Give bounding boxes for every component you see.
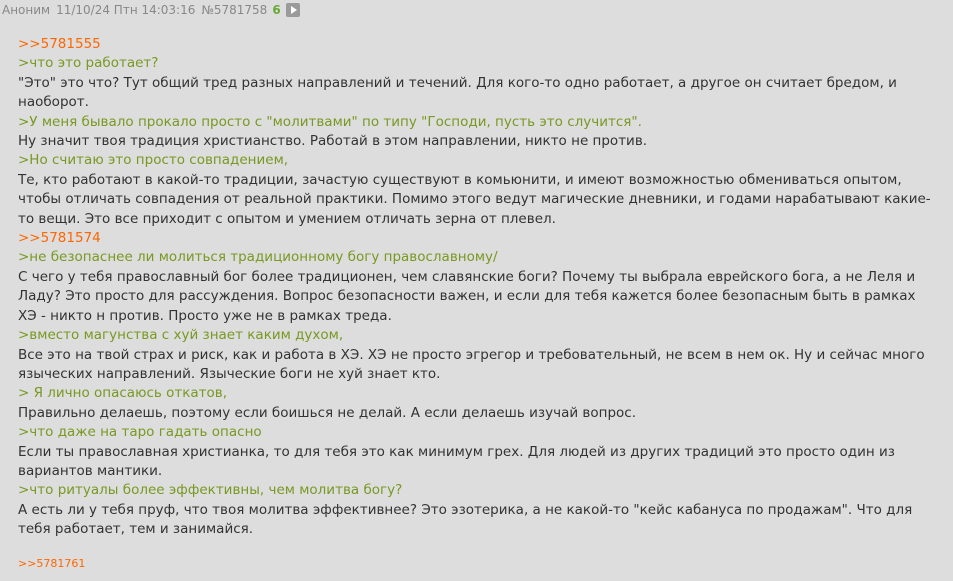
text-line: Все это на твой страх и риск, как и работа в ХЭ. ХЭ не просто эгрегор и требовательный, не всем в нем ок. Ну и сейчас много языческих направлений. Языческие боги не хуй знает кто. xyxy=(18,346,929,382)
quote-line: > Я лично опасаюсь откатов, xyxy=(18,385,228,402)
reply-link[interactable]: >>5781574 xyxy=(18,230,101,247)
text-line: Те, кто работают в какой-то традиции, зачастую существуют в комьюнити, и имеют возможностью обмениваться опытом, чтобы отличать совпадения от реальной практики. Помимо этого ведут магические дневники, и годами нарабатывают какие-то вещи. Это все приходит с опытом и умением отличать зерна от плевел. xyxy=(18,171,931,227)
quote-line: >не безопаснее ли молиться традиционному богу православному/ xyxy=(18,249,498,266)
post-number[interactable]: №5781758 xyxy=(201,3,268,17)
quote-line: >Но считаю это просто совпадением, xyxy=(18,152,289,169)
text-line: Ну значит твоя традиция христианство. Работай в этом направлении, никто не против. xyxy=(18,133,648,150)
text-line: С чего у тебя православный бог более традиционен, чем славянские боги? Почему ты выбрала еврейского бога, а не Леля и Ладу? Это просто для рассуждения. Вопрос безопасности важен, и если для тебя кажется более безопасным быть в рамках ХЭ - никто н против. Просто уже не в рамках треда. xyxy=(18,268,920,324)
text-line: Правильно делаешь, поэтому если боишься не делай. А если делаешь изучай вопрос. xyxy=(18,404,636,421)
post-date: 11/10/24 Птн 14:03:16 xyxy=(56,3,196,17)
play-icon[interactable] xyxy=(286,3,300,17)
post-header xyxy=(2,2,300,18)
author-name: Аноним xyxy=(2,3,51,17)
footer-reply-link[interactable]: >>5781761 xyxy=(18,557,86,570)
quote-line: >что даже на таро гадать опасно xyxy=(18,424,262,441)
text-line: А есть ли у тебя пруф, что твоя молитва эффективнее? Это эзотерика, а не какой-то "кейс кабануса по продажам". Что для тебя работает, тем и занимайся. xyxy=(18,501,917,538)
quote-line: >У меня бывало прокало просто с "молитвами" по типу "Господи, пусть это случится". xyxy=(18,113,642,130)
quote-line: >что это работает? xyxy=(18,55,159,72)
reply-count[interactable]: 6 xyxy=(272,3,281,17)
quote-line: >что ритуалы более эффективны, чем молитва богу? xyxy=(18,482,403,499)
reply-link[interactable]: >>5781555 xyxy=(18,36,101,52)
text-line: Если ты православная христианка, то для тебя это как минимум грех. Для людей из других традиций это просто один из вариантов мантики. xyxy=(18,443,900,479)
text-line: "Это" это что? Тут общий тред разных направлений и течений. Для кого-то одно работает, а другое он считает бредом, и наоборот. xyxy=(18,74,902,111)
quote-line: >вместо магунства с хуй знает каким духом, xyxy=(18,327,344,344)
post-body xyxy=(18,35,938,540)
